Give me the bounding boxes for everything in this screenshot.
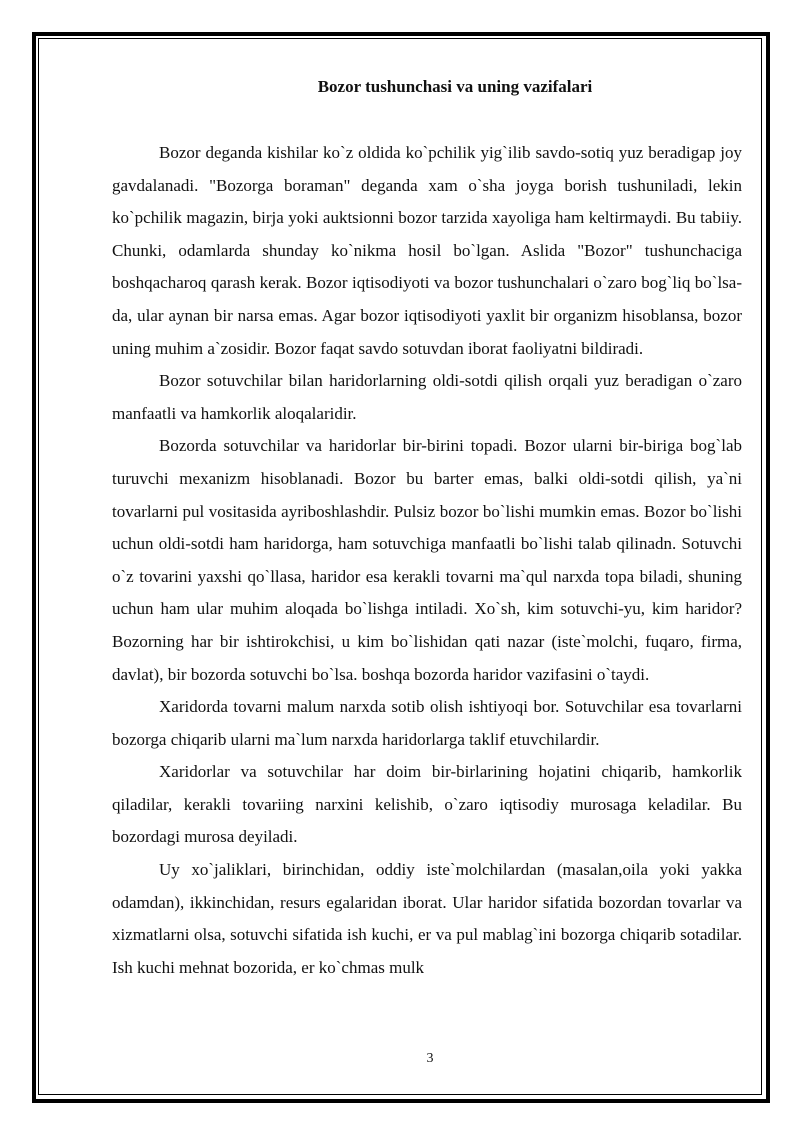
document-body (112, 137, 742, 984)
page-number: 3 (426, 1051, 434, 1066)
paragraph: Xaridorlar va sotuvchilar har doim bir-birlarining hojatini chiqarib, hamkorlik qiladilar, kerakli tovariing narxini kelishib, o`zaro iqtisodiy murosaga keladilar. Bu bozordagi murosa deyiladi. (112, 762, 742, 847)
paragraph: Bozor deganda kishilar ko`z oldida ko`pchilik yig`ilib savdo-sotiq yuz beradigap joy gavdalanadi. "Bozorga boraman" deganda xam o`sha joyga borish tushuniladi, lekin ko`pchilik magazin, birja yoki auktsionni bozor tarzida xayoliga ham keltirmaydi. Bu tabiiy. Chunki, odamlarda shunday ko`nikma hosil bo`lgan. Aslida "Bozor" tushunchaciga boshqacharoq qarash kerak. Bozor iqtisodiyoti va bozor tushunchalari o`zaro bog`liq bo`lsa-da, ular aynan bir narsa emas. Agar bozor iqtisodiyoti yaxlit bir organizm hisoblansa, bozor uning muhim a`zosidir. Bozor faqat savdo sotuvdan iborat faoliyatni bildiradi. (112, 143, 742, 358)
paragraph: Bozorda sotuvchilar va haridorlar bir-birini topadi. Bozor ularni bir-biriga bog`lab turuvchi mexanizm hisoblanadi. Bozor bu barter emas, balki oldi-sotdi qilish, ya`ni tovarlarni pul vositasida ayriboshlashdir. Pulsiz bozor bo`lishi mumkin emas. Bozor bo`lishi uchun oldi-sotdi ham haridorga, ham sotuvchiga manfaatli bo`lishi talab qilinadn. Sotuvchi o`z tovarini yaxshi qo`llasa, haridor esa kerakli tovarni ma`qul narxda topa biladi, shuning uchun ham ular muhim aloqada bo`lishga intiladi. Xo`sh, kim sotuvchi-yu, kim haridor? Bozorning har bir ishtirokchisi, u kim bo`lishidan qati nazar (iste`molchi, fuqaro, firma, davlat), bir bozorda sotuvchi bo`lsa. boshqa bozorda haridor vazifasini o`taydi. (112, 436, 742, 684)
paragraph: Xaridorda tovarni malum narxda sotib olish ishtiyoqi bor. Sotuvchilar esa tovarlarni bozorga chiqarib ularni ma`lum narxda haridorlarga taklif etuvchilardir. (112, 697, 742, 749)
paragraph: Uy xo`jaliklari, birinchidan, oddiy iste`molchilardan (masalan,oila yoki yakka odamdan), ikkinchidan, resurs egalaridan iborat. Ular haridor sifatida bozordan tovarlar va xizmatlarni olsa, sotuvchi sifatida ish kuchi, er va pul mablag`ini bozorga chiqarib sotadilar. Ish kuchi mehnat bozorida, er ko`chmas mulk (112, 860, 742, 977)
paragraph: Bozor sotuvchilar bilan haridorlarning oldi-sotdi qilish orqali yuz beradigan o`zaro manfaatli va hamkorlik aloqalaridir. (112, 371, 742, 423)
document-title: Bozor tushunchasi va uning vazifalari (317, 77, 593, 96)
